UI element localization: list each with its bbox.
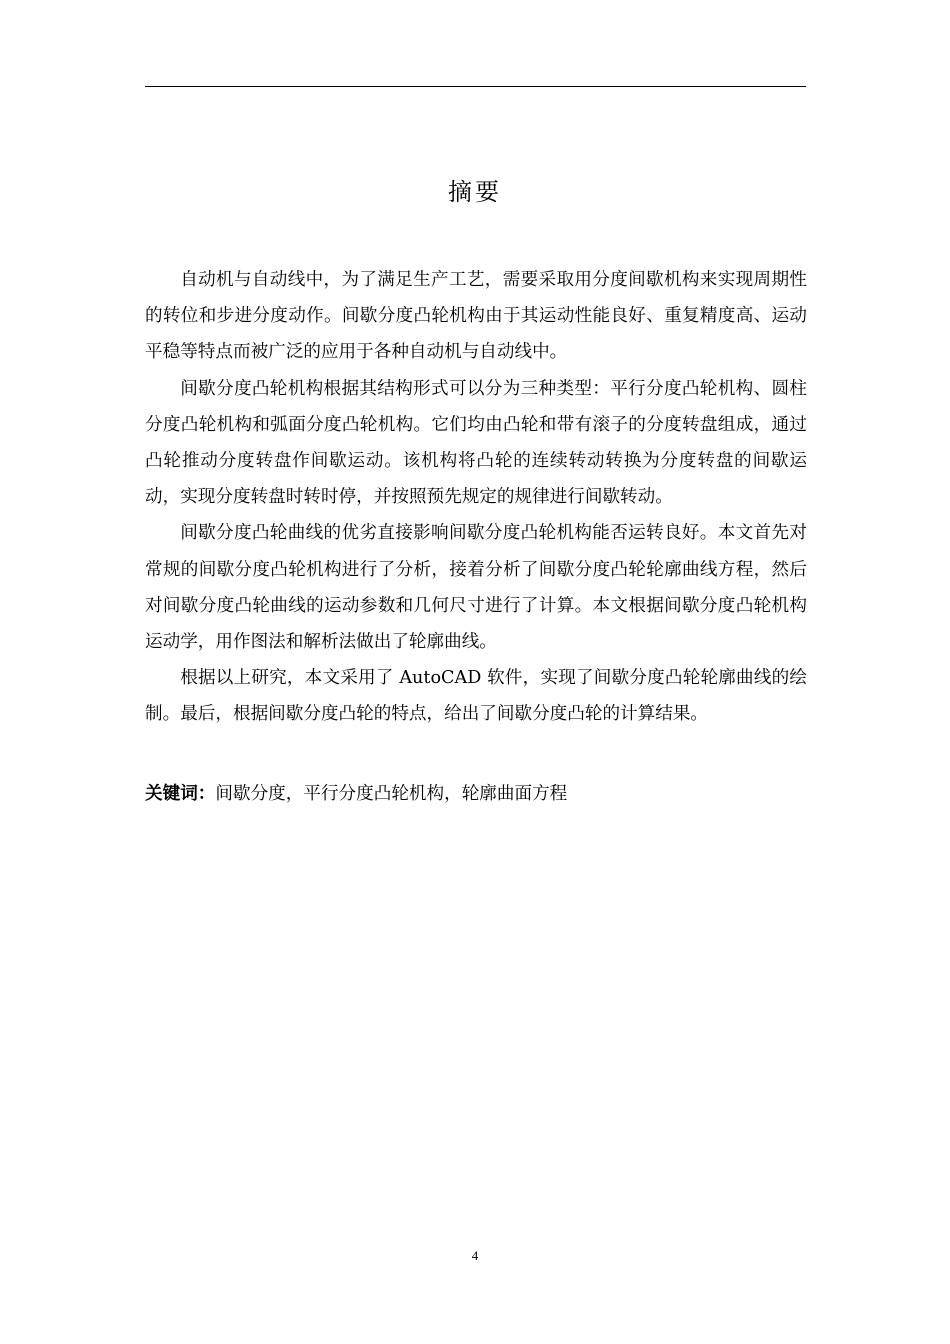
abstract-paragraph-3: 间歇分度凸轮曲线的优劣直接影响间歇分度凸轮机构能否运转良好。本文首先对常规的间歇分度凸轮机构进行了分析，接着分析了间歇分度凸轮轮廓曲线方程，然后对间歇分度凸轮曲线的运动参数和几何尺寸进行了计算。本文根据间歇分度凸轮机构运动学，用作图法和解析法做出了轮廓曲线。 <box>145 523 807 653</box>
abstract-paragraph-2: 间歇分度凸轮机构根据其结构形式可以分为三种类型：平行分度凸轮机构、圆柱分度凸轮机构和弧面分度凸轮机构。它们均由凸轮和带有滚子的分度转盘组成，通过凸轮推动分度转盘作间歇运动。该机构将凸轮的连续转动转换为分度转盘的间歇运动，实现分度转盘时转时停，并按照预先规定的规律进行间歇转动。 <box>145 378 807 508</box>
abstract-paragraph-1: 自动机与自动线中，为了满足生产工艺，需要采取用分度间歇机构来实现周期性的转位和步进分度动作。间歇分度凸轮机构由于其运动性能良好、重复精度高、运动平稳等特点而被广泛的应用于各种自动机与自动线中。 <box>145 270 807 363</box>
header-rule <box>145 86 806 87</box>
keywords-text: 间歇分度，平行分度凸轮机构，轮廓曲面方程 <box>215 784 568 804</box>
keywords-line <box>145 780 807 808</box>
abstract-title: 摘要 <box>448 178 502 206</box>
abstract-paragraph-4: 根据以上研究，本文采用了 AutoCAD 软件，实现了间歇分度凸轮轮廓曲线的绘制。最后，根据间歇分度凸轮的特点，给出了间歇分度凸轮的计算结果。 <box>145 668 807 725</box>
page-number: 4 <box>471 1248 479 1263</box>
keywords-label: 关键词： <box>145 784 216 804</box>
abstract-body <box>145 262 807 733</box>
